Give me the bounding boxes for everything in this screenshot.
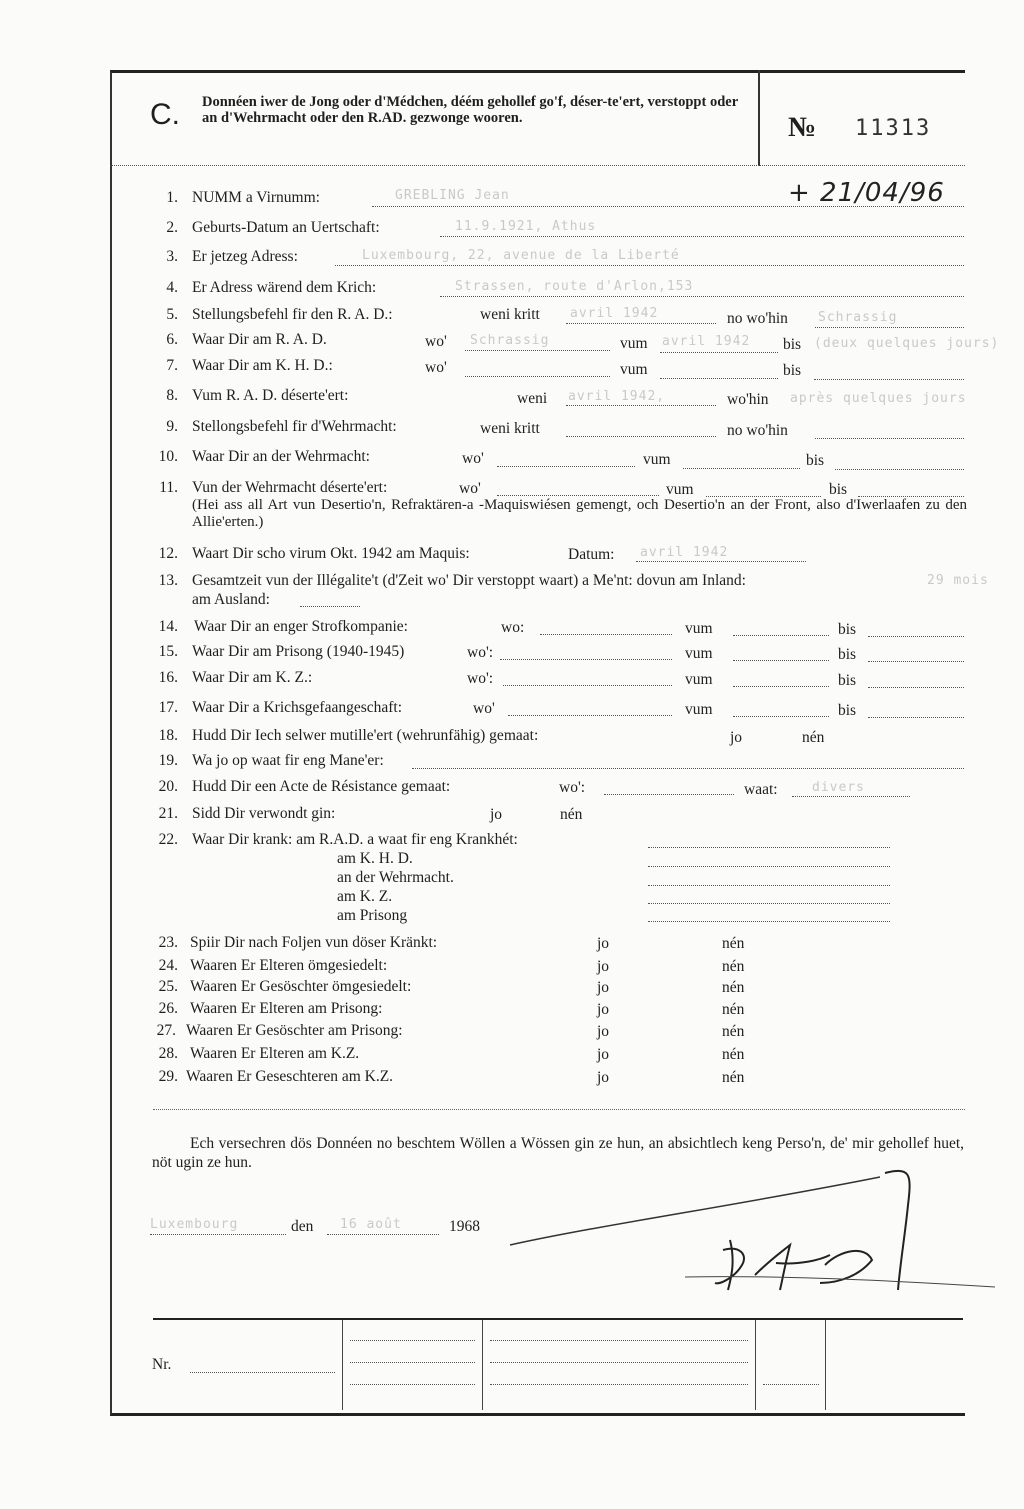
khd-until-line <box>814 379 964 380</box>
item-number: 14. <box>158 618 178 635</box>
item-number: 13. <box>158 572 178 589</box>
address-label: Er jetzeg Adress: <box>192 248 298 265</box>
nen-option[interactable]: nén <box>722 1001 745 1018</box>
vum-label: vum <box>685 620 713 637</box>
item-number: 12. <box>158 545 178 562</box>
footer-col-divider <box>825 1320 826 1410</box>
rad-order-label: Stellungsbefehl fir den R. A. D.: <box>192 306 393 323</box>
item-number: 1. <box>166 189 178 206</box>
manner-line <box>412 768 964 769</box>
vum-label: vum <box>666 481 694 498</box>
wehrmacht-place-line <box>497 466 635 467</box>
item-number: 26. <box>158 1000 178 1017</box>
birth-label: Geburts-Datum an Uertschaft: <box>192 219 380 236</box>
jo-option[interactable]: jo <box>730 729 743 746</box>
bis-label: bis <box>783 362 802 379</box>
footer-line <box>350 1384 475 1385</box>
date-line <box>327 1234 439 1235</box>
rad-place-line <box>465 350 610 351</box>
footer-col-divider <box>482 1320 483 1410</box>
illegality-label: Gesamtzeit vun der Illégalite't (d'Zeit wo' Dir verstoppt waart) a Me'nt: dovun am Inland: <box>192 572 746 589</box>
bis-label: bis <box>838 621 857 638</box>
item-number: 22. <box>158 831 178 848</box>
form-title: Donnéen iwer de Jong oder d'Médchen, déém gehollef go'f, déser-te'ert, verstoppt oder an d'Wehrmacht oder den R.AD. gezwonge wooren. <box>202 94 738 126</box>
declaration-text: Ech versechren dös Donnéen no beschtem Wöllen a Wössen gin ze hun, an absichtlech keng Perso'n, de' mir gehollef huet, nöt ugin ze hun. <box>152 1135 964 1171</box>
wo-label: wo' <box>425 333 447 350</box>
item-number: 3. <box>166 248 178 265</box>
war-address-value[interactable]: Strassen, route d'Arlon,153 <box>455 279 694 294</box>
item-number: 5. <box>166 306 178 323</box>
wo-label: wo': <box>559 779 586 796</box>
wo-label: wo' <box>459 480 481 497</box>
item-number: 11. <box>159 479 178 496</box>
rad-from[interactable]: avril 1942 <box>662 334 751 349</box>
prison-label: Waar Dir am Prisong (1940-1945) <box>192 643 405 660</box>
illegality-inland-value[interactable]: 29 mois <box>927 573 989 588</box>
birth-value[interactable]: 11.9.1921, Athus <box>455 219 597 234</box>
khd-from-line <box>660 378 778 379</box>
form-number: 11313 <box>855 116 932 141</box>
maquis-label: Waart Dir scho virum Okt. 1942 am Maquis: <box>192 545 470 562</box>
rad-from-line <box>660 352 778 353</box>
item-number: 10. <box>158 448 178 465</box>
item-number: 21. <box>158 805 178 822</box>
item-number: 9. <box>166 418 178 435</box>
maquis-date-line <box>636 561 806 562</box>
wounded-label: Sidd Dir verwondt gin: <box>192 805 336 822</box>
item-number: 28. <box>158 1045 178 1062</box>
footer-line <box>350 1340 475 1341</box>
khd-place-line <box>465 376 610 377</box>
footer-line <box>350 1362 475 1363</box>
self-mutilation-label: Hudd Dir Iech selwer mutille'ert (wehrunfähig) gemaat: <box>192 727 539 744</box>
wehrmacht-order-place-line <box>815 438 964 439</box>
item-number: 20. <box>158 778 178 795</box>
illness-line-3 <box>648 885 890 886</box>
rad-desert-date[interactable]: avril 1942, <box>568 389 666 404</box>
signature-place[interactable]: Luxembourg <box>150 1217 239 1232</box>
kz-from-line <box>733 686 829 687</box>
nen-option[interactable]: nén <box>802 729 825 746</box>
rad-place[interactable]: Schrassig <box>470 333 550 348</box>
footer-line <box>490 1384 748 1385</box>
rad-desert-date-line <box>566 405 716 406</box>
rad-order-place-line <box>815 327 964 328</box>
wo-label: wo' <box>473 700 495 717</box>
nr-label: Nr. <box>152 1356 172 1373</box>
footer-line <box>490 1362 748 1363</box>
rad-order-date-line <box>566 323 716 324</box>
pow-place-line <box>508 715 672 716</box>
resistance-label: Hudd Dir een Acte de Résistance gemaat: <box>192 778 451 795</box>
bis-label: bis <box>838 702 857 719</box>
rad-label: Waar Dir am R. A. D. <box>192 331 327 348</box>
illness-line-2 <box>648 866 890 867</box>
no-wohin-label: no wo'hin <box>727 422 788 439</box>
item-number: 18. <box>158 727 178 744</box>
kz-label: Waar Dir am K. Z.: <box>192 669 313 686</box>
jo-option[interactable]: jo <box>597 979 610 996</box>
item-number: 8. <box>166 387 178 404</box>
wo-label: wo' <box>425 359 447 376</box>
wo-label: wo': <box>467 644 494 661</box>
rad-order-place[interactable]: Schrassig <box>818 310 898 325</box>
kz-place-line <box>503 685 672 686</box>
rad-order-date[interactable]: avril 1942 <box>570 306 659 321</box>
bis-label: bis <box>806 452 825 469</box>
strafkompanie-until-line <box>868 636 964 637</box>
kz-until-line <box>868 687 964 688</box>
parents-prison-label: Waaren Er Elteren am Prisong: <box>190 1000 383 1017</box>
wo-label: wo': <box>467 670 494 687</box>
number-label: № <box>788 112 817 143</box>
wehrmacht-until-line <box>835 469 964 470</box>
prison-place-line <box>500 659 672 660</box>
wehrmacht-desert-label: Vun der Wehrmacht déserte'ert: <box>192 479 388 496</box>
siblings-prison-label: Waaren Er Gesöschter am Prisong: <box>186 1022 403 1039</box>
pow-from-line <box>733 716 829 717</box>
desertion-note: (Hei ass all Art vun Desertio'n, Refraktären-a -Maquiswiésen gemengt, och Desertio'n an der Front, also d'Iwerlaafen zu den Allie'erten.) <box>192 497 967 530</box>
nen-option[interactable]: nén <box>722 979 745 996</box>
birth-line <box>440 236 964 237</box>
parents-relocated-label: Waaren Er Elteren ömgesiedelt: <box>190 957 388 974</box>
prison-from-line <box>733 660 829 661</box>
consequences-label: Spiir Dir nach Foljen vun döser Kränkt: <box>190 934 438 951</box>
vum-label: vum <box>685 701 713 718</box>
item-number: 17. <box>158 699 178 716</box>
no-wohin-label: no wo'hin <box>727 310 788 327</box>
jo-option[interactable]: jo <box>597 958 610 975</box>
vum-label: vum <box>643 451 671 468</box>
wehrmacht-desert-place-line <box>497 495 659 496</box>
illness-line-4 <box>648 903 890 904</box>
wehrmacht-order-label: Stellongsbefehl fir d'Wehrmacht: <box>192 418 397 435</box>
nr-line <box>190 1372 335 1373</box>
nen-option[interactable]: nén <box>722 1069 745 1086</box>
siblings-kz-label: Waaren Er Geseschteren am K.Z. <box>186 1068 394 1085</box>
vum-label: vum <box>685 645 713 662</box>
nen-option[interactable]: nén <box>722 1046 745 1063</box>
manner-label: Wa jo op waat fir eng Mane'er: <box>192 752 384 769</box>
address-line <box>335 265 964 266</box>
header-divider <box>758 70 760 166</box>
footer-line <box>763 1384 819 1385</box>
parents-kz-label: Waaren Er Elteren am K.Z. <box>190 1045 360 1062</box>
place-line <box>150 1234 286 1235</box>
item-number: 19. <box>158 752 178 769</box>
weni-label: weni kritt <box>480 306 540 323</box>
section-letter: C. <box>150 98 180 131</box>
bis-label: bis <box>783 336 802 353</box>
ausland-line <box>300 606 360 607</box>
nen-option[interactable]: nén <box>560 806 583 823</box>
pow-until-line <box>868 717 964 718</box>
illness-label: Waar Dir krank: am R.A.D. a waat fir eng Krankhét: <box>192 831 518 848</box>
vum-label: vum <box>685 671 713 688</box>
wohin-label: wo'hin <box>727 391 769 408</box>
footer-line <box>490 1340 748 1341</box>
item-number: 29. <box>158 1068 178 1085</box>
illness-line-1 <box>648 847 890 848</box>
illness-sub-prison: am Prisong <box>337 907 408 924</box>
rad-until[interactable]: (deux quelques jours) <box>814 336 1000 351</box>
bis-label: bis <box>838 672 857 689</box>
strafkompanie-place-line <box>540 634 672 635</box>
signature-date[interactable]: 16 août <box>340 1217 402 1232</box>
handwritten-death-date: + 21/04/96 <box>788 178 945 208</box>
vum-label: vum <box>620 361 648 378</box>
war-address-line <box>440 296 964 297</box>
footer-col-divider <box>342 1320 343 1410</box>
datum-label: Datum: <box>568 546 615 563</box>
ausland-label: am Ausland: <box>192 591 270 608</box>
jo-option[interactable]: jo <box>490 806 503 823</box>
footer-col-divider <box>755 1320 756 1410</box>
jo-option[interactable]: jo <box>597 1001 610 1018</box>
jo-option[interactable]: jo <box>597 1023 610 1040</box>
item-number: 25. <box>158 978 178 995</box>
prison-until-line <box>868 661 964 662</box>
item-number: 16. <box>158 669 178 686</box>
wo-label: wo' <box>462 450 484 467</box>
bis-label: bis <box>838 646 857 663</box>
item-number: 2. <box>166 219 178 236</box>
war-address-label: Er Adress wärend dem Krich: <box>192 279 377 296</box>
wehrmacht-label: Waar Dir an der Wehrmacht: <box>192 448 370 465</box>
maquis-date[interactable]: avril 1942 <box>640 545 729 560</box>
illness-line-5 <box>648 921 890 922</box>
waat-label: waat: <box>744 781 778 798</box>
illness-sub-kz: am K. Z. <box>337 888 393 905</box>
nen-option[interactable]: nén <box>722 935 745 952</box>
weni-label: weni kritt <box>480 420 540 437</box>
nen-option[interactable]: nén <box>722 958 745 975</box>
weni-label: weni <box>517 390 548 407</box>
item-number: 23. <box>158 934 178 951</box>
footer-table-top <box>153 1318 963 1320</box>
rad-desert-place[interactable]: après quelques jours <box>790 391 967 406</box>
wehrmacht-order-date-line <box>566 436 716 437</box>
wo-label: wo: <box>501 619 525 636</box>
khd-label: Waar Dir am K. H. D.: <box>192 357 333 374</box>
jo-option[interactable]: jo <box>597 1046 610 1063</box>
section-divider <box>153 1109 965 1110</box>
item-number: 24. <box>158 957 178 974</box>
bis-label: bis <box>829 481 848 498</box>
nen-option[interactable]: nén <box>722 1023 745 1040</box>
header-rule <box>110 165 965 166</box>
jo-option[interactable]: jo <box>597 1069 610 1086</box>
resistance-what-line <box>792 796 910 797</box>
item-number: 7. <box>166 357 178 374</box>
wehrmacht-from-line <box>683 468 800 469</box>
strafkompanie-from-line <box>733 635 829 636</box>
pow-label: Waar Dir a Krichsgefaangeschaft: <box>192 699 403 716</box>
address-value[interactable]: Luxembourg, 22, avenue de la Liberté <box>362 248 680 263</box>
item-number: 27. <box>156 1022 176 1039</box>
strafkompanie-label: Waar Dir an enger Strofkompanie: <box>194 618 408 635</box>
siblings-relocated-label: Waaren Er Gesöschter ömgesiedelt: <box>190 978 412 995</box>
name-label: NUMM a Virnumm: <box>192 189 320 206</box>
den-label: den <box>291 1218 314 1235</box>
illness-sub-wehrmacht: an der Wehrmacht. <box>337 869 454 886</box>
item-number: 15. <box>158 643 178 660</box>
illness-sub-khd: am K. H. D. <box>337 850 413 867</box>
name-value[interactable]: GREBLING Jean <box>395 188 510 203</box>
signature-image <box>480 1165 1000 1305</box>
jo-option[interactable]: jo <box>597 935 610 952</box>
vum-label: vum <box>620 335 648 352</box>
item-number: 4. <box>166 279 178 296</box>
resistance-what[interactable]: divers <box>812 780 865 795</box>
resistance-place-line <box>604 794 734 795</box>
item-number: 6. <box>166 331 178 348</box>
rad-desert-label: Vum R. A. D. déserte'ert: <box>192 387 349 404</box>
signature-year: 1968 <box>449 1218 480 1235</box>
